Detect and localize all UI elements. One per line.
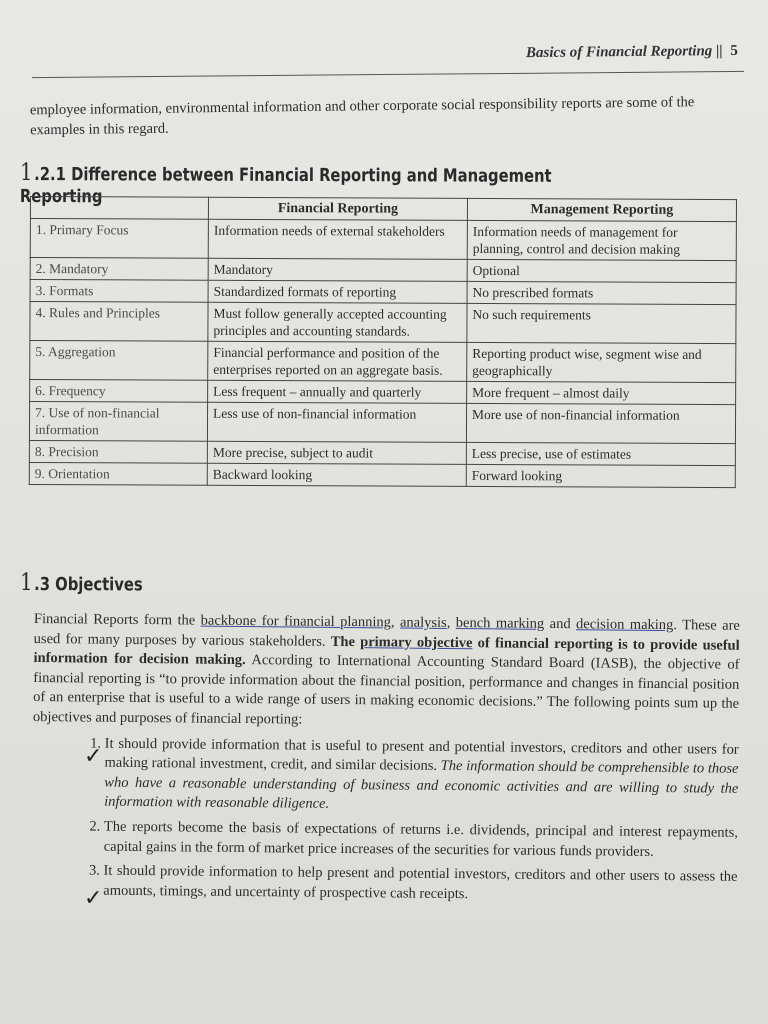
list-item: 2. The reports become the basis of expectations of returns i.e. dividends, principal and interest repayments, capital gains in the form of market price increases of the securities for various funds providers. (104, 818, 738, 863)
financial-reporting-cell: Financial performance and position of the enterprises reported on an aggregate basis. (208, 341, 467, 381)
financial-reporting-cell: Less use of non-financial information (207, 402, 466, 442)
section-heading-1-3 (20, 568, 143, 596)
intro-paragraph: employee information, environmental information and other corporate social responsibility reports are some of the examples in this regard. (29, 94, 695, 139)
table-row (30, 280, 736, 305)
financial-reporting-cell: Must follow generally accepted accounting principles and accounting standards. (208, 302, 467, 342)
management-reporting-cell: No such requirements (467, 303, 736, 343)
table-row (30, 380, 736, 405)
management-reporting-cell: Less precise, use of estimates (466, 442, 735, 465)
management-reporting-cell: Optional (467, 259, 736, 282)
table-header-cell: Management Reporting (467, 198, 736, 221)
table-row (30, 341, 736, 383)
row-label-cell: 5. Aggregation (30, 341, 208, 381)
table-row (29, 440, 735, 465)
handwritten-tick-icon: ✓ (84, 744, 103, 769)
table-header-row (30, 197, 736, 222)
row-label-cell: 7. Use of non-financial information (29, 402, 207, 442)
row-label-cell: 9. Orientation (29, 462, 207, 485)
management-reporting-cell: Reporting product wise, segment wise and geographically (467, 342, 736, 382)
table-header-cell: Financial Reporting (208, 197, 467, 220)
header-rule (32, 71, 744, 78)
row-label-cell: 3. Formats (30, 280, 208, 303)
financial-reporting-cell: Less frequent – annually and quarterly (208, 380, 467, 403)
financial-reporting-cell: Backward looking (207, 463, 466, 486)
table-row (30, 258, 736, 283)
objectives-body (31, 610, 740, 912)
header-separator: || (716, 43, 723, 60)
management-reporting-cell: More use of non-financial information (466, 403, 735, 443)
financial-reporting-cell: Standardized formats of reporting (208, 280, 467, 303)
list-item: 3. It should provide information to help present and potential investors, creditors and other users to assess the amounts, timings, and uncertainty of prospective cash receipts. (103, 862, 737, 907)
handwritten-section-mark: 1 (19, 158, 33, 187)
row-label-cell: 6. Frequency (30, 380, 208, 403)
financial-reporting-cell: Mandatory (208, 258, 467, 281)
row-label-cell: 4. Rules and Principles (30, 302, 208, 342)
page-number: 5 (730, 42, 739, 59)
table-row (30, 219, 736, 261)
section-title: .2.1 Difference between Financial Reporting and Management Reporting (19, 164, 552, 208)
row-label-cell: 2. Mandatory (30, 258, 208, 281)
financial-reporting-cell: More precise, subject to audit (207, 441, 466, 464)
table-row (30, 302, 736, 344)
management-reporting-cell: Information needs of management for planning, control and decision making (467, 220, 736, 260)
comparison-table (29, 196, 737, 488)
table-row (29, 402, 735, 444)
objectives-list (31, 734, 739, 908)
running-header (526, 43, 738, 62)
handwritten-tick-icon: ✓ (84, 886, 103, 911)
handwritten-section-mark: 1 (19, 568, 33, 597)
list-item: 1. It should provide information that is useful to present and potential investors, creditors and other users for making rational investment, credit, and similar decisions. The information should be comprehensible to those who have a reasonable understanding of business and economic activities and are willing to study the information with reasonable diligence. (104, 734, 739, 818)
section-title: .3 Objectives (34, 574, 143, 596)
row-label-cell: 1. Primary Focus (30, 219, 208, 259)
row-label-cell: 8. Precision (29, 440, 207, 463)
running-title: Basics of Financial Reporting (526, 43, 713, 62)
management-reporting-cell: Forward looking (466, 464, 735, 487)
financial-reporting-cell: Information needs of external stakeholders (208, 219, 467, 259)
management-reporting-cell: No prescribed formats (467, 281, 736, 304)
table-header-cell (30, 197, 208, 220)
objectives-paragraph: Financial Reports form the backbone for financial planning, analysis, bench marking and decision making. These are used for many purposes by various stakeholders. The primary objective of financial reporting is to provide useful information for decision making. According to International Accounting Standard Board (IASB), the objective of financial reporting is “to provide information about the financial position, performance and changes in financial position of an enterprise that is useful to a wide range of users in making economic decisions.” The following points sum up the objectives and purposes of financial reporting: (32, 610, 740, 728)
management-reporting-cell: More frequent – almost daily (467, 381, 736, 404)
table-row (29, 462, 735, 487)
